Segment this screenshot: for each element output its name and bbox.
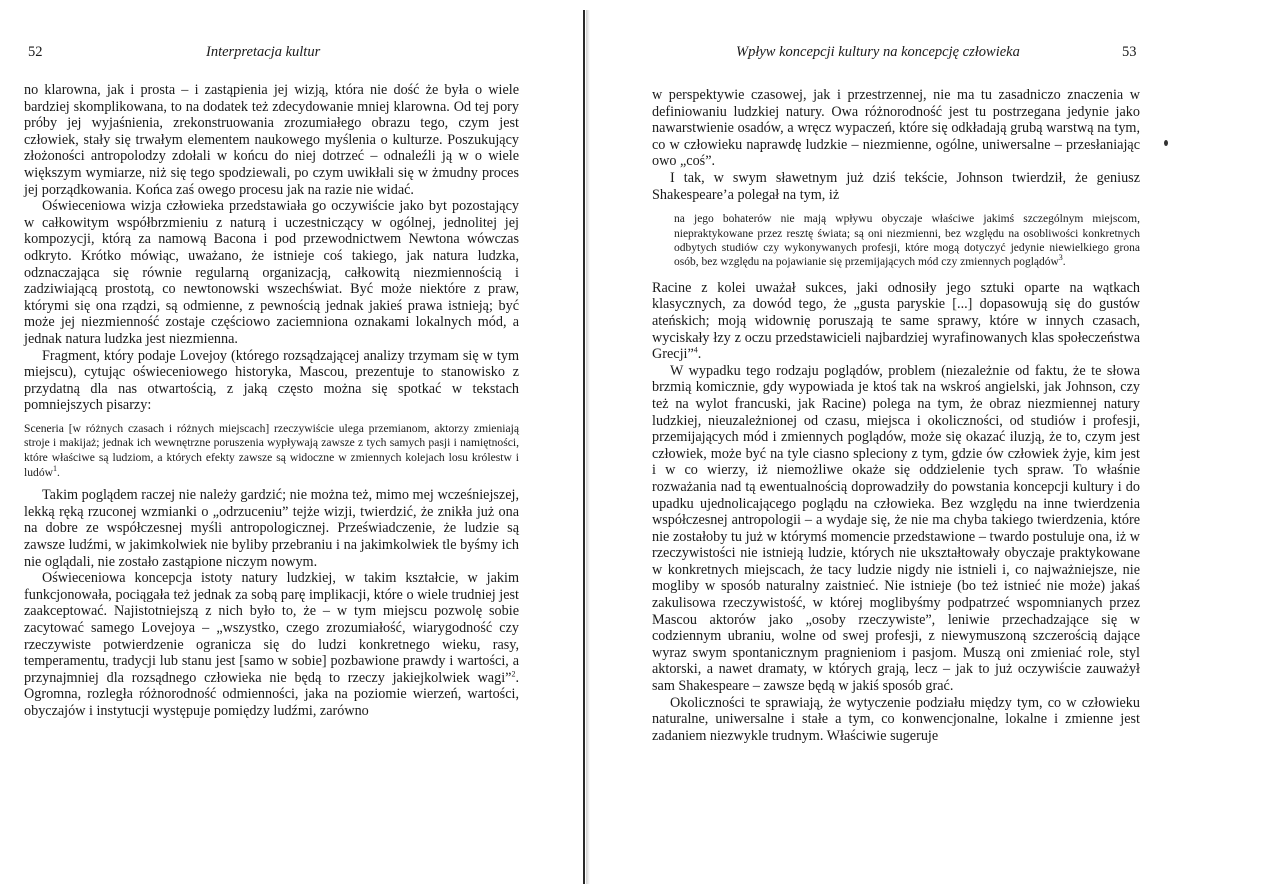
page-number-left: 52 xyxy=(28,44,43,60)
left-paragraph-5-end: . Ogromna, rozległa różnorodność odmienności, jaka na poziomie wierzeń, wartości, obyczajów i instytucji występuje pomiędzy ludźmi, zarówno xyxy=(24,669,519,719)
right-paragraph-1: w perspektywie czasowej, jak i przestrzennej, nie ma tu zasadniczo znaczenia w definiowaniu ludzkiej natury. Owa różnorodność jest tu postrzegana jedynie jako nawarstwienie osadów, a wręcz wypaczeń, które się odkładają grubą warstwą na tym, co w człowieku naprawdę ludzkie – niezmienne, ogólne, uniwersalne – przesłaniając owo „coś”. xyxy=(652,87,1140,170)
quote-text: Sceneria [w różnych czasach i różnych miejscach] rzeczywiście ulega przemianom, aktorzy zmieniają stroje i makijaż; jednak ich wewnętrzne poruszenia wypływają zawsze z tych samych pasji i namiętności, które właściwe są ludziom, a których efekty zawsze są widoczne w zmiennych kolejach losu królestw i ludów xyxy=(24,421,519,479)
left-paragraph-4: Takim poglądem raczej nie należy gardzić; nie można też, mimo mej wcześniejszej, lekką ręką rzuconej wzmianki o „odrzuceniu” tejże wizji, twierdzić, że znikła już ona na dobre ze współczesnej myśli antropologicznej. Przeświadczenie, że ludzie są zawsze ludźmi, w jakimkolwiek nie byliby przebraniu i na jakimkolwiek tle byśmy ich nie oglądali, nie zostało zastąpione niczym nowym. xyxy=(24,487,519,570)
left-paragraph-5 xyxy=(24,570,519,719)
running-title-left: Interpretacja kultur xyxy=(206,44,321,60)
right-page xyxy=(596,0,1262,894)
book-spine-line xyxy=(583,10,585,884)
left-paragraph-3: Fragment, który podaje Lovejoy (którego rozsądzającej analizy trzymam się w tym miejscu), cytując oświeceniowego historyka, Mascou, prezentuje to stanowisko z przydatną dla nas otwartością, z jaką często można się spotkać w tekstach pomniejszych pisarzy: xyxy=(24,347,519,414)
right-paragraph-3-text: Racine z kolei uważał sukces, jaki odnosiły jego sztuki oparte na wątkach klasycznych, za dowód tego, że „gusta paryskie [...] dopasowują się do gustów ateńskich; moją widownię poruszają te same sprawy, które w innych czasach, wyciskały łzy z oczu przedstawicieli najbardziej wyrafinowanych klas społeczeństwa Grecji” xyxy=(652,279,1140,363)
margin-mark xyxy=(1164,140,1168,146)
left-paragraph-1: no klarowna, jak i prosta – i zastąpienia jej wizją, która nie dość że była o wiele bardziej skomplikowana, to na dodatek też zdecydowanie mniej klarowna. Od tej pory próby jej wyjaśnienia, zrekonstruowania zrozumiałego obrazu tego, czym jest człowiek, stały się trwałym elementem naukowego myślenia o kulturze. Poszukujący złożoności antropolodzy zdołali w końcu do niej dotrzeć – odnaleźli ją w o wiele większym wymiarze, niż się tego spodziewali, po czym uwikłali się w żmudny proces jej porządkowania. Końca zaś owego procesu jak na razie nie widać. xyxy=(24,82,519,198)
right-paragraph-4: W wypadku tego rodzaju poglądów, problem (niezależnie od faktu, że te słowa brzmią komicznie, gdy wypowiada je ktoś tak na wskroś angielski, jak Johnson, czy też na wylot francuski, jak Racine) polega na tym, że obraz niezmiennej natury ludzkiej, nieuzależnionej od czasu, miejsca i okoliczności, od studiów i profesji, przemijających mód i zmiennych poglądów, może się okazać iluzją, że to, czym jest człowiek, może być na tyle ciasno spleciony z tym, gdzie ów człowiek żyje, kim jest i w co wierzy, iż niemożliwe okaże się oddzielenie tych spraw. To właśnie rozważania nad tą ewentualnością doprowadziły do powstania koncepcji kultury i do upadku ujednolicającego poglądu na człowieka. Bez względu na inne twierdzenia współczesnej antropologii – a wydaje się, że nie ma chyba takiego twierdzenia, które nie zostałoby tu już w którymś momencie przedstawione – twardo postuluje ona, iż w rzeczywistości nie istnieją ludzie, których nie ukształtowały obyczaje praktykowane w konkretnych miejscach, że tacy ludzie nigdy nie istnieli i, co najważniejsze, nie mogliby w sposób naturalny zaistnieć. Nie istnieje (bo też istnieć nie może) jakaś zakulisowa rzeczywistość, w której moglibyśmy podpatrzeć wspomnianych przez Mascou aktorów jako „osoby rzeczywiste”, leniwie przechadzające się w codziennym ubraniu, wolne od swej profesji, z niewymuszoną szczerością dające wyraz swym spontanicznym pragnieniom i pasjom. Muszą oni zmieniać role, styl aktorski, a nawet dramaty, w których grają, lecz – jak to już oczywiście zauważył sam Shakespeare – zawsze będą w jakiś sposób grać. xyxy=(652,362,1140,695)
running-title-right: Wpływ koncepcji kultury na koncepcję człowieka xyxy=(736,44,1020,60)
left-page-body xyxy=(24,82,519,720)
footnote-ref-1: 1 xyxy=(52,463,57,473)
right-page-body xyxy=(652,87,1140,744)
block-quote-johnson: na jego bohaterów nie mają wpływu obyczaje właściwe jakimś szczególnym miejscom, niepraktykowane przez resztę świata; są oni niezmienni, bez względu na osobliwości konkretnych odbytych studiów czy wykonywanych profesji, które mogą dotyczyć jedynie niewielkiego grona osób, bez względu na pojawianie się przemijających mód czy zmiennych poglądów$^3$. xyxy=(674,213,1140,269)
quote-text: na jego bohaterów nie mają wpływu obyczaje właściwe jakimś szczególnym miejscom, niepraktykowane przez resztę świata; są oni niezmienni, bez względu na osobliwości konkretnych odbytych studiów czy wykonywanych profesji, które mogą dotyczyć jedynie niewielkiego grona osób, bez względu na pojawianie się przemijających mód czy zmiennych poglądów xyxy=(674,213,1140,269)
right-paragraph-5: Okoliczności te sprawiają, że wytyczenie podziału między tym, co w człowieku naturalne, uniwersalne i stałe a tym, co konwencjonalne, lokalne i zmienne jest zadaniem niezwykle trudnym. Właściwie sugeruje xyxy=(652,694,1140,744)
book-spine-shadow xyxy=(586,10,590,884)
footnote-ref-4: 4 xyxy=(693,345,698,355)
left-page xyxy=(0,0,580,894)
page-number-right: 53 xyxy=(1122,44,1137,60)
left-paragraph-5-text: Oświeceniowa koncepcja istoty natury ludzkiej, w takim kształcie, w jakim funkcjonowała, pociągała też jednak za sobą parę implikacji, które o wiele trudniej jest zaakceptować. Najistotniejszą z nich było to, że – w tym miejscu pozwolę sobie zacytować samego Lovejoya – „wszystko, czego zrozumiałość, wiarygodność czy rzeczywiste potwierdzenie ogranicza się do ludzi konkretnego wieku, rasy, temperamentu, tradycji lub stanu jest [samo w sobie] pozbawione prawdy i wartości, a przynajmniej dla rozsądnego człowieka nie będą to rzeczy jakiejkolwiek wagi” xyxy=(24,570,519,686)
right-paragraph-3: Racine z kolei uważał sukces, jaki odnosiły jego sztuki oparte na wątkach klasycznych, za dowód tego, że „gusta paryskie [...] dopasowują się do gustów ateńskich; moją widownię poruszają te same sprawy, które w innych czasach, wyciskały łzy z oczu przedstawicieli najbardziej wyrafinowanych klas społeczeństwa Grecji”$^4$. xyxy=(652,279,1140,363)
block-quote-mascou: Sceneria [w różnych czasach i różnych miejscach] rzeczywiście ulega przemianom, aktorzy zmieniają stroje i makijaż; jednak ich wewnętrzne poruszenia wypływają zawsze z tych samych pasji i namiętności, które właściwe są ludziom, a których efekty zawsze są widoczne w zmiennych kolejach losu królestw i ludów$^1$. xyxy=(24,421,519,479)
right-paragraph-2: I tak, w swym sławetnym już dziś tekście, Johnson twierdził, że geniusz Shakespeare’a polegał na tym, iż xyxy=(652,169,1140,203)
left-paragraph-2: Oświeceniowa wizja człowieka przedstawiała go oczywiście jako byt pozostający w całkowitym współbrzmieniu z naturą i uczestniczący w ogólnej, jednolitej jej kompozycji, którą za namową Bacona i pod przewodnictwem Newtona wówczas odkryto. Krótko mówiąc, uważano, że istnieje coś takiego, jak natura ludzka, odznaczająca się równie regularną organizacją, całkowitą niezmiennością i zadziwiającą prostotą, co newtonowski wszechświat. Być może niektóre z praw, którymi się ona rządzi, są odmienne, z pewnością jednak jakieś prawa istnieją; być może jej niezmienność zostaje częściowo zaciemniona oznakami lokalnych mód, a jednak natura ludzka jest niezmienna. xyxy=(24,198,519,347)
footnote-ref-2: 2 xyxy=(511,669,516,679)
footnote-ref-3: 3 xyxy=(1058,253,1063,263)
